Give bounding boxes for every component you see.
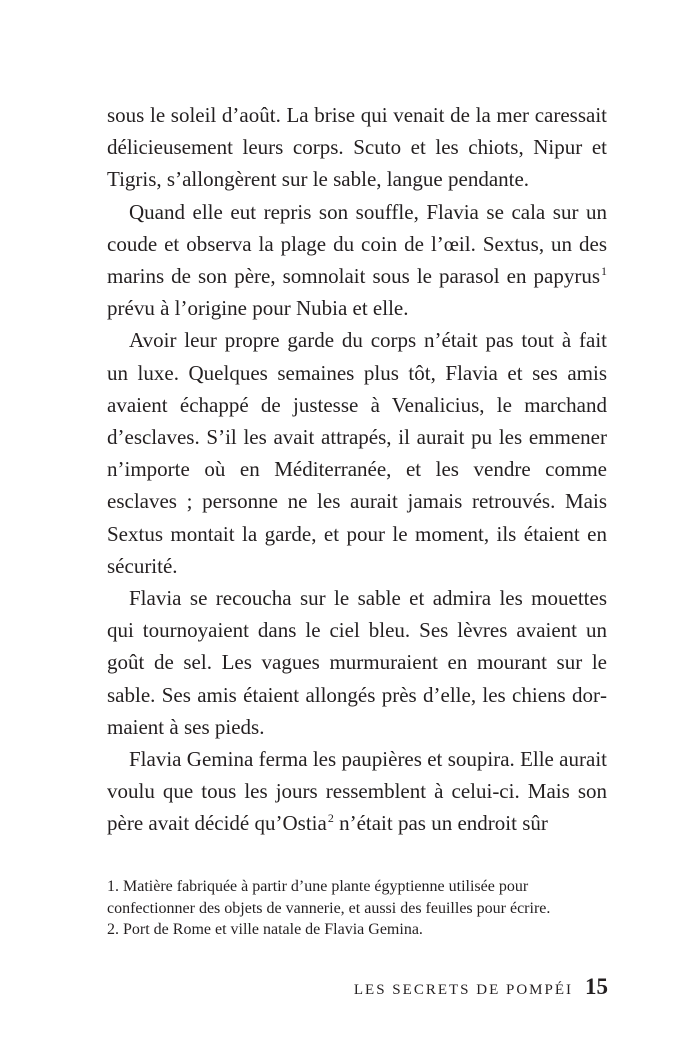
footnote-1: 1. Matière fabriquée à partir d’une plante égyptienne utilisée pour confectionner des objets de vannerie, et aussi des feuilles pour écrire. bbox=[107, 878, 551, 917]
paragraph-2-text-end: prévu à l’origine pour Nubia et elle. bbox=[107, 296, 409, 321]
paragraph-5 bbox=[107, 743, 607, 840]
paragraph-4-text: Flavia se recoucha sur le sable et admira les mouettes qui tournoyaient dans le ciel bleu. Ses lèvres avaient un goût de sel. Les vagues murmuraient en mourant sur le sable. Ses amis étaient allongés près d’elle, les chiens dormaient à ses pieds. bbox=[107, 586, 607, 739]
paragraph-1 bbox=[107, 99, 607, 196]
paragraph-3-text: Avoir leur propre garde du corps n’était pas tout à fait un luxe. Quelques semaines plus tôt, Flavia et ses amis avaient échappé de justesse à Venalicius, le marchand d’esclaves. S’il les avait attrapés, il aurait pu les emmener n’importe où en Méditerranée, et les vendre comme esclaves ; personne ne les aurait jamais retrouvés. Mais Sextus montait la garde, et pour le moment, ils étaient en sécurité. bbox=[107, 328, 607, 578]
paragraph-1-text: sous le soleil d’août. La brise qui venait de la mer caressait délicieusement leurs corps. Scuto et les chiots, Nipur et Tigris, s’allongèrent sur le sable, langue pendante. bbox=[107, 103, 607, 192]
paragraph-2 bbox=[107, 196, 607, 325]
footnote-reference-1[interactable]: 1 bbox=[601, 264, 607, 279]
page-number: 15 bbox=[585, 974, 608, 999]
paragraph-5-text-end: n’était pas un endroit sûr bbox=[333, 811, 548, 836]
body-text bbox=[107, 99, 607, 840]
paragraph-4 bbox=[107, 582, 607, 743]
paragraph-2-text-start: Quand elle eut repris son souffle, Flavia se cala sur un coude et observa la plage du coin de l’œil. Sextus, un des marins de son père, somnolait sous le parasol en papyrus bbox=[107, 199, 607, 289]
footnote-reference-2[interactable]: 2 bbox=[327, 811, 334, 826]
footnotes bbox=[107, 876, 612, 941]
running-footer bbox=[354, 974, 608, 1000]
paragraph-3 bbox=[107, 324, 607, 582]
footnote-2: 2. Port de Rome et ville natale de Flavia Gemina. bbox=[107, 921, 423, 938]
running-title: LES SECRETS DE POMPÉI bbox=[353, 982, 573, 998]
paragraph-5-text-start: Flavia Gemina ferma les paupières et soupira. Elle aurait voulu que tous les jours ressemblent à celui-ci. Mais son père avait décidé qu’Ostia bbox=[107, 747, 607, 836]
